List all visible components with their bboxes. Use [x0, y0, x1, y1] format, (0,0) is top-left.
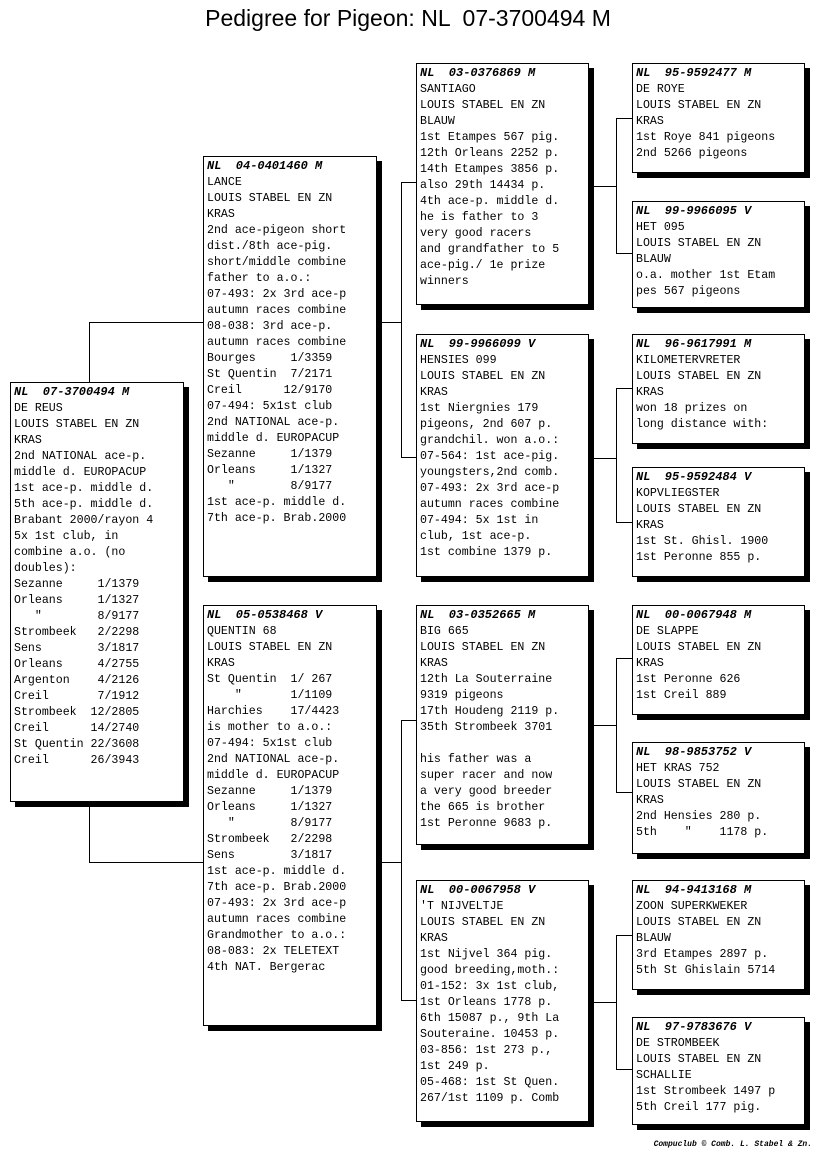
breeder-name: LOUIS STABEL EN ZN	[420, 641, 546, 654]
connector-line	[401, 182, 416, 183]
pedigree-note-line: 1st Nijvel 364 pig.	[420, 948, 553, 961]
pedigree-note-line: 35th Strombeek 3701	[420, 721, 553, 734]
connector-line	[376, 322, 401, 323]
connector-line	[589, 725, 617, 726]
pigeon-color: KRAS	[636, 657, 664, 670]
pedigree-note-line: 1st 249 p.	[420, 1060, 490, 1073]
pedigree-note-line: St Quentin 1/ 267	[207, 673, 333, 686]
pigeon-color: KRAS	[636, 519, 664, 532]
breeder-name: LOUIS STABEL EN ZN	[420, 916, 546, 929]
pedigree-note-line: 4th ace-p. middle d.	[420, 195, 560, 208]
pedigree-note-line: Creil 12/9170	[207, 384, 333, 397]
pedigree-note-line: club, 1st ace-p.	[420, 530, 532, 543]
pedigree-note-line: " 1/1109	[207, 689, 333, 702]
pedigree-note-line: 1st Peronne 855 p.	[636, 551, 762, 564]
pedigree-note-line: Sens 3/1817	[207, 849, 333, 862]
pigeon-color: KRAS	[636, 115, 664, 128]
pigeon-color: BLAUW	[636, 932, 671, 945]
ring-number: NL 03-0376869 M	[420, 66, 536, 80]
pigeon-name: LANCE	[207, 176, 242, 189]
pedigree-note-line: 2nd Hensies 280 p.	[636, 810, 762, 823]
pedigree-note-line: autumn races combine	[420, 498, 560, 511]
breeder-name: LOUIS STABEL EN ZN	[636, 503, 762, 516]
pedigree-note-line: middle d. EUROPACUP	[207, 769, 340, 782]
breeder-name: LOUIS STABEL EN ZN	[636, 370, 762, 383]
pedigree-note-line: Argenton 4/2126	[14, 674, 140, 687]
pedigree-note-line: " 8/9177	[207, 480, 333, 493]
pedigree-note-line: 1st Strombeek 1497 p	[636, 1085, 776, 1098]
pedigree-note-line: 5th Creil 177 pig.	[636, 1101, 762, 1114]
pigeon-color: BLAUW	[636, 253, 671, 266]
ring-number: NL 99-9966099 V	[420, 337, 536, 351]
pedigree-note-line: Grandmother to a.o.:	[207, 929, 347, 942]
pedigree-note-line: ace-pig./ 1e prize	[420, 259, 546, 272]
pedigree-box-dam-dam	[416, 880, 589, 1122]
pigeon-name: DE STROMBEEK	[636, 1037, 720, 1050]
pedigree-note-line: " 8/9177	[207, 817, 333, 830]
pedigree-note-line: 5th " 1178 p.	[636, 826, 769, 839]
pedigree-note-line: 07-564: 1st ace-pig.	[420, 450, 560, 463]
pedigree-note-line: 2nd 5266 pigeons	[636, 147, 748, 160]
pedigree-note-line: 05-468: 1st St Quen.	[420, 1076, 560, 1089]
pigeon-color: KRAS	[420, 386, 448, 399]
pedigree-note-line: 7th ace-p. Brab.2000	[207, 512, 347, 525]
ring-number: NL 07-3700494 M	[14, 385, 130, 399]
pedigree-note-line: Creil 7/1912	[14, 690, 140, 703]
pedigree-note-line: Brabant 2000/rayon 4	[14, 514, 154, 527]
pedigree-note-line: father to a.o.:	[207, 272, 312, 285]
pedigree-note-line: winners	[420, 275, 469, 288]
pedigree-note-line: 3rd Etampes 2897 p.	[636, 948, 769, 961]
pedigree-note-line: 9319 pigeons	[420, 689, 504, 702]
pedigree-note-line: Creil 14/2740	[14, 722, 140, 735]
breeder-name: LOUIS STABEL EN ZN	[636, 641, 762, 654]
pigeon-color: KRAS	[14, 434, 42, 447]
pedigree-note-line: 2nd NATIONAL ace-p.	[14, 450, 147, 463]
footer-credit: Compuclub © Comb. L. Stabel & Zn.	[653, 1140, 812, 1149]
pedigree-box-dam-sire-sire	[632, 605, 805, 715]
pedigree-note-line: 08-038: 3rd ace-p.	[207, 320, 333, 333]
pedigree-note-line: St Quentin 22/3608	[14, 738, 140, 751]
pedigree-note-line: long distance with:	[636, 418, 769, 431]
pigeon-name: DE ROYE	[636, 83, 685, 96]
pedigree-note-line: 01-152: 3x 1st club,	[420, 980, 560, 993]
pedigree-note-line: 2nd ace-pigeon short	[207, 224, 347, 237]
pedigree-note-line: 1st ace-p. middle d.	[14, 482, 154, 495]
pedigree-note-line: very good racers	[420, 227, 532, 240]
pedigree-note-line: Strombeek 2/2298	[207, 833, 333, 846]
breeder-name: LOUIS STABEL EN ZN	[636, 916, 762, 929]
ring-number: NL 98-9853752 V	[636, 745, 752, 759]
connector-line	[616, 658, 632, 659]
pedigree-note-line: Harchies 17/4423	[207, 705, 340, 718]
pigeon-color: KRAS	[420, 657, 448, 670]
pedigree-box-dam	[203, 605, 377, 1026]
pigeon-name: KILOMETERVRETER	[636, 354, 741, 367]
connector-line	[401, 1000, 416, 1001]
pedigree-note-line: doubles):	[14, 562, 77, 575]
page-title: Pedigree for Pigeon: NL 07-3700494 M	[205, 5, 611, 31]
pedigree-note-line: his father was a	[420, 753, 532, 766]
pedigree-note-line: 1st ace-p. middle d.	[207, 496, 347, 509]
pedigree-note-line: 1st Peronne 9683 p.	[420, 817, 553, 830]
connector-line	[89, 322, 90, 383]
pedigree-note-line	[420, 736, 585, 752]
pigeon-name: DE SLAPPE	[636, 625, 699, 638]
breeder-name: LOUIS STABEL EN ZN	[636, 1053, 762, 1066]
pedigree-note-line: 1st Orleans 1778 p.	[420, 996, 553, 1009]
ring-number: NL 03-0352665 M	[420, 608, 536, 622]
pedigree-note-line: 07-494: 5x 1st in	[420, 514, 539, 527]
connector-line	[616, 388, 632, 389]
pedigree-note-line: 1st Etampes 567 pig.	[420, 131, 560, 144]
pedigree-note-line: 5th ace-p. middle d.	[14, 498, 154, 511]
pedigree-note-line: 07-493: 2x 3rd ace-p	[207, 288, 347, 301]
pedigree-note-line: he is father to 3	[420, 211, 539, 224]
connector-line	[616, 935, 617, 1070]
connector-line	[89, 862, 204, 863]
connector-line	[616, 118, 632, 119]
pedigree-note-line: won 18 prizes on	[636, 402, 748, 415]
pedigree-note-line: Creil 26/3943	[14, 754, 140, 767]
pedigree-box-sire-sire	[416, 63, 589, 305]
pigeon-color: KRAS	[420, 932, 448, 945]
pigeon-name: ZOON SUPERKWEKER	[636, 900, 748, 913]
pigeon-name: SANTIAGO	[420, 83, 476, 96]
pedigree-note-line: combine a.o. (no	[14, 546, 126, 559]
connector-line	[401, 720, 416, 721]
connector-line	[89, 322, 204, 323]
ring-number: NL 00-0067958 V	[420, 883, 536, 897]
pedigree-note-line: 2nd NATIONAL ace-p.	[207, 416, 340, 429]
pigeon-color: BLAUW	[420, 115, 455, 128]
pedigree-note-line: o.a. mother 1st Etam	[636, 269, 776, 282]
pedigree-note-line: 2nd NATIONAL ace-p.	[207, 753, 340, 766]
connector-line	[401, 720, 402, 1001]
pedigree-note-line: 7th ace-p. Brab.2000	[207, 881, 347, 894]
pigeon-name: HENSIES 099	[420, 354, 497, 367]
pedigree-note-line: also 29th 14434 p.	[420, 179, 546, 192]
pigeon-name: HET KRAS 752	[636, 762, 720, 775]
pedigree-note-line: Souteraine. 10453 p.	[420, 1028, 560, 1041]
connector-line	[616, 935, 632, 936]
ring-number: NL 99-9966095 V	[636, 204, 752, 218]
connector-line	[616, 253, 632, 254]
pedigree-box-dam-sire-dam	[632, 742, 805, 854]
pedigree-note-line: super racer and now	[420, 769, 553, 782]
ring-number: NL 94-9413168 M	[636, 883, 752, 897]
pedigree-box-dam-sire	[416, 605, 589, 845]
pedigree-note-line: Strombeek 12/2805	[14, 706, 140, 719]
pedigree-note-line: 1st Niergnies 179	[420, 402, 539, 415]
pedigree-box-sire	[203, 156, 377, 577]
ring-number: NL 05-0538468 V	[207, 608, 323, 622]
pedigree-note-line: grandchil. won a.o.:	[420, 434, 560, 447]
pedigree-note-line: Sezanne 1/1379	[207, 785, 333, 798]
connector-line	[616, 522, 632, 523]
pedigree-note-line: a very good breeder	[420, 785, 553, 798]
pedigree-note-line: 4th NAT. Bergerac	[207, 961, 326, 974]
pedigree-note-line: 07-493: 2x 3rd ace-p	[207, 897, 347, 910]
breeder-name: LOUIS STABEL EN ZN	[207, 641, 333, 654]
pedigree-note-line: autumn races combine	[207, 913, 347, 926]
pigeon-color: KRAS	[636, 794, 664, 807]
pedigree-note-line: youngsters,2nd comb.	[420, 466, 560, 479]
pigeon-name: KOPVLIEGSTER	[636, 487, 720, 500]
pedigree-note-line: 1st Roye 841 pigeons	[636, 131, 776, 144]
breeder-name: LOUIS STABEL EN ZN	[636, 237, 762, 250]
pedigree-note-line: 5th St Ghislain 5714	[636, 964, 776, 977]
pedigree-note-line: " 8/9177	[14, 610, 140, 623]
pedigree-note-line: 1st Peronne 626	[636, 673, 741, 686]
pigeon-name: 'T NIJVELTJE	[420, 900, 504, 913]
breeder-name: LOUIS STABEL EN ZN	[14, 418, 140, 431]
pedigree-note-line: Sens 3/1817	[14, 642, 140, 655]
ring-number: NL 97-9783676 V	[636, 1020, 752, 1034]
pedigree-note-line: pes 567 pigeons	[636, 285, 741, 298]
breeder-name: LOUIS STABEL EN ZN	[636, 778, 762, 791]
connector-line	[376, 862, 401, 863]
pedigree-note-line: and grandfather to 5	[420, 243, 560, 256]
connector-line	[89, 802, 90, 862]
pedigree-note-line: 5x 1st club, in	[14, 530, 119, 543]
pedigree-note-line: the 665 is brother	[420, 801, 546, 814]
pigeon-name: BIG 665	[420, 625, 469, 638]
pedigree-note-line: Sezanne 1/1379	[14, 578, 140, 591]
pedigree-note-line: autumn races combine	[207, 336, 347, 349]
connector-line	[616, 1069, 632, 1070]
pedigree-box-dam-dam-dam	[632, 1017, 805, 1125]
pigeon-name: HET 095	[636, 221, 685, 234]
pedigree-note-line: Bourges 1/3359	[207, 352, 333, 365]
connector-line	[401, 182, 402, 458]
pedigree-note-line: 1st ace-p. middle d.	[207, 865, 347, 878]
breeder-name: LOUIS STABEL EN ZN	[207, 192, 333, 205]
pedigree-note-line: St Quentin 7/2171	[207, 368, 333, 381]
pedigree-note-line: 17th Houdeng 2119 p.	[420, 705, 560, 718]
pedigree-note-line: 6th 15087 p., 9th La	[420, 1012, 560, 1025]
pedigree-note-line: dist./8th ace-pig.	[207, 240, 333, 253]
pedigree-note-line: Orleans 1/1327	[207, 801, 333, 814]
pedigree-note-line: Orleans 1/1327	[207, 464, 333, 477]
pedigree-note-line: short/middle combine	[207, 256, 347, 269]
pedigree-note-line: 1st Creil 889	[636, 689, 727, 702]
pedigree-box-sire-dam-dam	[632, 467, 805, 577]
ring-number: NL 95-9592484 V	[636, 470, 752, 484]
pedigree-note-line: 267/1st 1109 p. Comb	[420, 1092, 560, 1105]
pedigree-note-line: is mother to a.o.:	[207, 721, 333, 734]
pedigree-note-line: 12th Orleans 2252 p.	[420, 147, 560, 160]
connector-line	[616, 792, 632, 793]
connector-line	[589, 1002, 617, 1003]
pedigree-note-line: 03-856: 1st 273 p.,	[420, 1044, 553, 1057]
connector-line	[616, 388, 617, 523]
ring-number: NL 04-0401460 M	[207, 159, 323, 173]
ring-number: NL 96-9617991 M	[636, 337, 752, 351]
connector-line	[616, 118, 617, 254]
pigeon-color: SCHALLIE	[636, 1069, 692, 1082]
pedigree-note-line: 1st St. Ghisl. 1900	[636, 535, 769, 548]
pedigree-box-sire-dam-sire	[632, 334, 805, 444]
pedigree-note-line: pigeons, 2nd 607 p.	[420, 418, 553, 431]
pedigree-box-subject	[10, 382, 184, 802]
pigeon-color: KRAS	[207, 208, 235, 221]
pedigree-note-line: 08-083: 2x TELETEXT	[207, 945, 340, 958]
pigeon-color: KRAS	[207, 657, 235, 670]
connector-line	[589, 186, 617, 187]
pedigree-note-line: Sezanne 1/1379	[207, 448, 333, 461]
connector-line	[589, 458, 617, 459]
pedigree-note-line: 1st combine 1379 p.	[420, 546, 553, 559]
connector-line	[401, 457, 416, 458]
pedigree-note-line: Strombeek 2/2298	[14, 626, 140, 639]
pedigree-box-dam-dam-sire	[632, 880, 805, 990]
pedigree-box-sire-dam	[416, 334, 589, 577]
pigeon-name: DE REUS	[14, 402, 63, 415]
pedigree-box-sire-sire-sire	[632, 63, 805, 173]
breeder-name: LOUIS STABEL EN ZN	[636, 99, 762, 112]
pigeon-color: KRAS	[636, 386, 664, 399]
pedigree-note-line: 07-493: 2x 3rd ace-p	[420, 482, 560, 495]
pedigree-note-line: autumn races combine	[207, 304, 347, 317]
ring-number: NL 95-9592477 M	[636, 66, 752, 80]
breeder-name: LOUIS STABEL EN ZN	[420, 370, 546, 383]
connector-line	[616, 658, 617, 793]
pedigree-note-line: Orleans 4/2755	[14, 658, 140, 671]
pedigree-note-line: Orleans 1/1327	[14, 594, 140, 607]
pedigree-note-line: good breeding,moth.:	[420, 964, 560, 977]
pedigree-box-sire-sire-dam	[632, 201, 805, 308]
pedigree-note-line: 12th La Souterraine	[420, 673, 553, 686]
breeder-name: LOUIS STABEL EN ZN	[420, 99, 546, 112]
pigeon-name: QUENTIN 68	[207, 625, 277, 638]
pedigree-note-line: 14th Etampes 3856 p.	[420, 163, 560, 176]
pedigree-note-line: 07-494: 5x1st club	[207, 400, 333, 413]
pedigree-note-line: middle d. EUROPACUP	[14, 466, 147, 479]
pedigree-note-line: middle d. EUROPACUP	[207, 432, 340, 445]
ring-number: NL 00-0067948 M	[636, 608, 752, 622]
pedigree-note-line: 07-494: 5x1st club	[207, 737, 333, 750]
